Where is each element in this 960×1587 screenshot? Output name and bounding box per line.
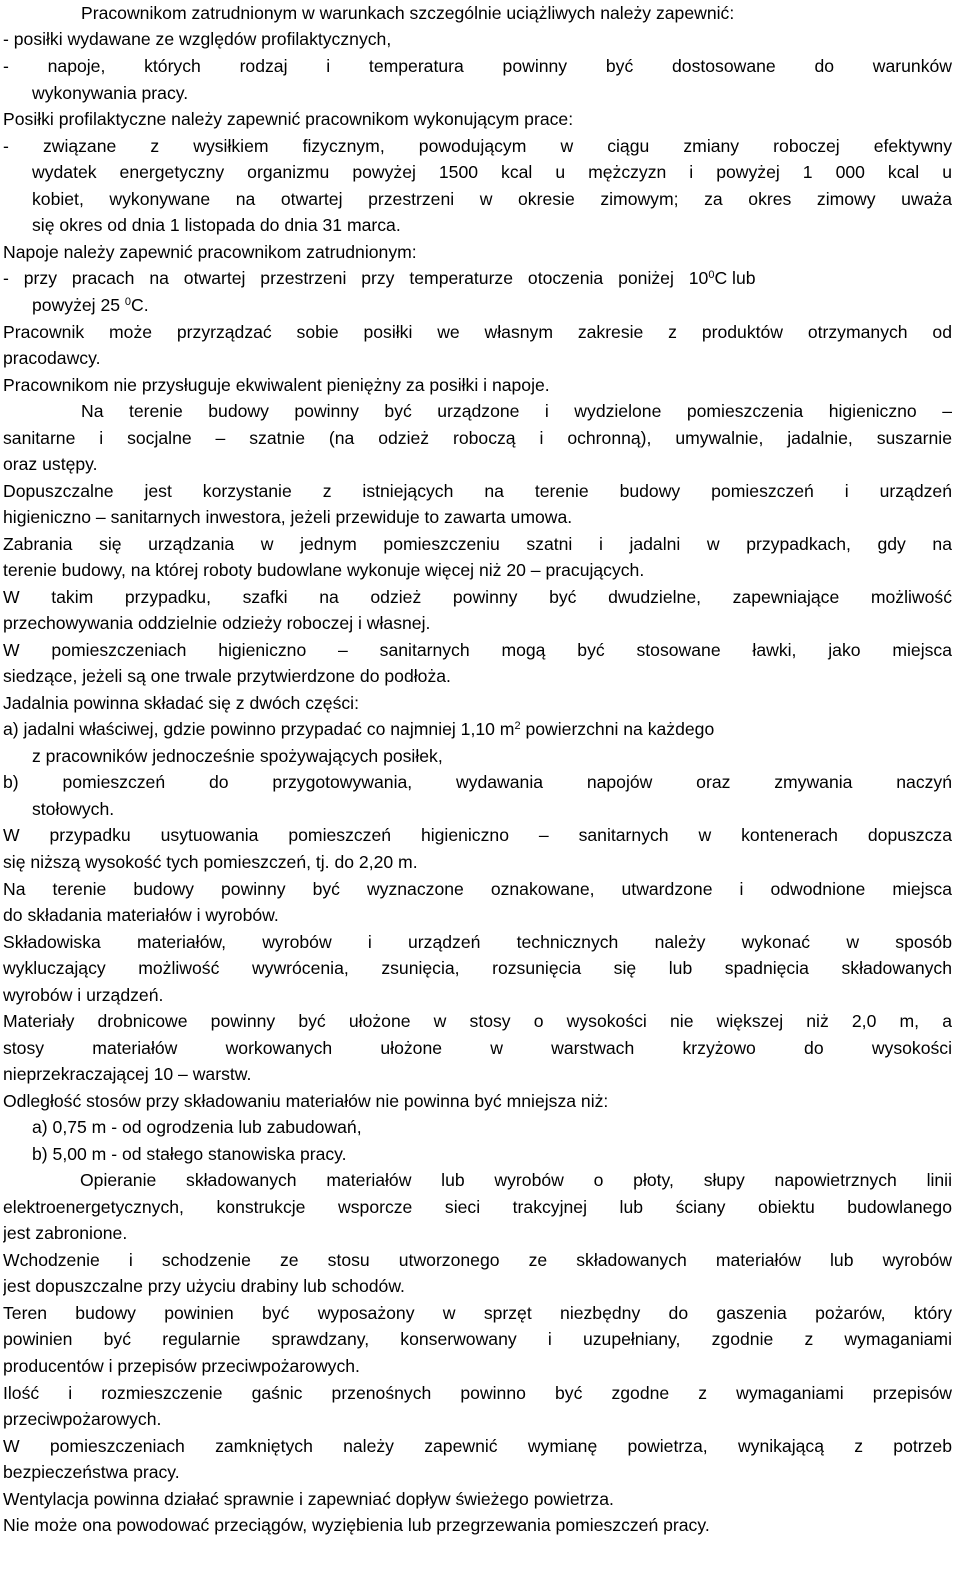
text-line: powinien być regularnie sprawdzany, konserwowany i uzupełniany, zgodnie z wymaganiami bbox=[3, 1329, 952, 1349]
text-line: Pracownikom zatrudnionym w warunkach szczególnie uciążliwych należy zapewnić: bbox=[81, 3, 735, 23]
text-line: Wchodzenie i schodzenie ze stosu utworzonego ze składowanych materiałów lub wyrobów bbox=[3, 1250, 952, 1270]
text-line: Wentylacja powinna działać sprawnie i zapewniać dopływ świeżego powietrza. bbox=[3, 1489, 614, 1509]
text-segment: C. bbox=[131, 295, 149, 315]
text-segment: powierzchni na każdego bbox=[520, 719, 715, 739]
text-line: producentów i przepisów przeciwpożarowych. bbox=[3, 1356, 360, 1376]
text-line: wyrobów i urządzeń. bbox=[3, 985, 164, 1005]
text-line: Zabrania się urządzania w jednym pomieszczeniu szatni i jadalni w przypadkach, gdy na bbox=[3, 534, 952, 554]
superscript: 2 bbox=[514, 720, 521, 732]
text-line: kobiet, wykonywane na otwartej przestrzeni w okresie zimowym; za okres zimowy uważa bbox=[32, 189, 952, 209]
text-line: W pomieszczeniach zamkniętych należy zapewnić wymianę powietrza, wynikającą z potrzeb bbox=[3, 1436, 952, 1456]
text-line: przeciwpożarowych. bbox=[3, 1409, 162, 1429]
text-line: oraz ustępy. bbox=[3, 454, 98, 474]
text-line: - posiłki wydawane ze względów profilaktycznych, bbox=[3, 29, 392, 49]
text-line: wykluczający możliwość wywrócenia, zsunięcia, rozsunięcia się lub spadnięcia składowanych bbox=[3, 958, 952, 978]
text-segment: C lub bbox=[714, 268, 756, 288]
text-line: Na terenie budowy powinny być wyznaczone oznakowane, utwardzone i odwodnione miejsca bbox=[3, 879, 952, 899]
text-line bbox=[3, 265, 952, 292]
text-line: wykonywania pracy. bbox=[32, 83, 189, 103]
text-line: wydatek energetyczny organizmu powyżej 1500 kcal u mężczyzn i powyżej 1 000 kcal u bbox=[32, 162, 952, 182]
text-line: b) 5,00 m - od stałego stanowiska pracy. bbox=[32, 1144, 347, 1164]
text-line: - związane z wysiłkiem fizycznym, powodującym w ciągu zmiany roboczej efektywny bbox=[3, 136, 952, 156]
text-line: Pracownik może przyrządzać sobie posiłki we własnym zakresie z produktów otrzymanych od bbox=[3, 322, 952, 342]
text-line: do składania materiałów i wyrobów. bbox=[3, 905, 279, 925]
text-line: stołowych. bbox=[32, 799, 115, 819]
text-line: jest dopuszczalne przy użyciu drabiny lub schodów. bbox=[3, 1276, 405, 1296]
text-line: siedzące, jeżeli są one trwale przytwierdzone do podłoża. bbox=[3, 666, 451, 686]
text-line: pracodawcy. bbox=[3, 348, 101, 368]
text-segment: - przy pracach na otwartej przestrzeni przy temperaturze otoczenia poniżej 10 bbox=[3, 268, 709, 288]
text-segment: powyżej 25 bbox=[32, 295, 125, 315]
text-line: Opieranie składowanych materiałów lub wyrobów o płoty, słupy napowietrznych linii bbox=[80, 1170, 952, 1190]
text-line: Na terenie budowy powinny być urządzone i wydzielone pomieszczenia higieniczno – bbox=[81, 401, 952, 421]
text-line bbox=[32, 292, 952, 319]
text-line: higieniczno – sanitarnych inwestora, jeżeli przewiduje to zawarta umowa. bbox=[3, 507, 573, 527]
text-line: jest zabronione. bbox=[3, 1223, 128, 1243]
text-line: Składowiska materiałów, wyrobów i urządzeń technicznych należy wykonać w sposób bbox=[3, 932, 952, 952]
text-line: W pomieszczeniach higieniczno – sanitarnych mogą być stosowane ławki, jako miejsca bbox=[3, 640, 952, 660]
text-line: terenie budowy, na której roboty budowlane wykonuje więcej niż 20 – pracujących. bbox=[3, 560, 645, 580]
text-line: Nie może ona powodować przeciągów, wyziębienia lub przegrzewania pomieszczeń pracy. bbox=[3, 1515, 710, 1535]
text-line: b) pomieszczeń do przygotowywania, wydawania napojów oraz zmywania naczyń bbox=[3, 772, 952, 792]
text-line: Dopuszczalne jest korzystanie z istniejących na terenie budowy pomieszczeń i urządzeń bbox=[3, 481, 952, 501]
text-line: się okres od dnia 1 listopada do dnia 31 marca. bbox=[32, 215, 401, 235]
text-line: a) 0,75 m - od ogrodzenia lub zabudowań, bbox=[32, 1117, 362, 1137]
text-line: bezpieczeństwa pracy. bbox=[3, 1462, 180, 1482]
text-line: Pracownikom nie przysługuje ekwiwalent pieniężny za posiłki i napoje. bbox=[3, 375, 550, 395]
text-line: - napoje, których rodzaj i temperatura powinny być dostosowane do warunków bbox=[3, 56, 952, 76]
text-line: Teren budowy powinien być wyposażony w sprzęt niezbędny do gaszenia pożarów, który bbox=[3, 1303, 952, 1323]
text-line: W takim przypadku, szafki na odzież powinny być dwudzielne, zapewniające możliwość bbox=[3, 587, 952, 607]
text-segment: a) jadalni właściwej, gdzie powinno przypadać co najmniej 1,10 m bbox=[3, 719, 515, 739]
text-line: nieprzekraczającej 10 – warstw. bbox=[3, 1064, 252, 1084]
text-line: sanitarne i socjalne – szatnie (na odzież roboczą i ochronną), umywalnie, jadalnie, suszarnie bbox=[3, 428, 952, 448]
text-line: W przypadku usytuowania pomieszczeń higieniczno – sanitarnych w kontenerach dopuszcza bbox=[3, 825, 952, 845]
text-line: z pracowników jednocześnie spożywających posiłek, bbox=[32, 746, 443, 766]
text-line: przechowywania oddzielnie odzieży roboczej i własnej. bbox=[3, 613, 431, 633]
text-line bbox=[3, 716, 952, 743]
text-line: Jadalnia powinna składać się z dwóch części: bbox=[3, 693, 359, 713]
text-line: elektroenergetycznych, konstrukcje wsporcze sieci trakcyjnej lub ściany obiektu budowlanego bbox=[3, 1197, 952, 1217]
text-line: Posiłki profilaktyczne należy zapewnić pracownikom wykonującym prace: bbox=[3, 109, 574, 129]
text-line: Napoje należy zapewnić pracownikom zatrudnionym: bbox=[3, 242, 417, 262]
text-line: stosy materiałów workowanych ułożone w warstwach krzyżowo do wysokości bbox=[3, 1038, 952, 1058]
text-line: Odległość stosów przy składowaniu materiałów nie powinna być mniejsza niż: bbox=[3, 1091, 609, 1111]
superscript: 0 bbox=[124, 296, 132, 308]
text-line: się niższą wysokość tych pomieszczeń, tj. do 2,20 m. bbox=[3, 852, 418, 872]
text-line: Materiały drobnicowe powinny być ułożone w stosy o wysokości nie większej niż 2,0 m, a bbox=[3, 1011, 952, 1031]
superscript: 0 bbox=[708, 269, 715, 281]
text-line: Ilość i rozmieszczenie gaśnic przenośnych powinno być zgodne z wymaganiami przepisów bbox=[3, 1383, 952, 1403]
